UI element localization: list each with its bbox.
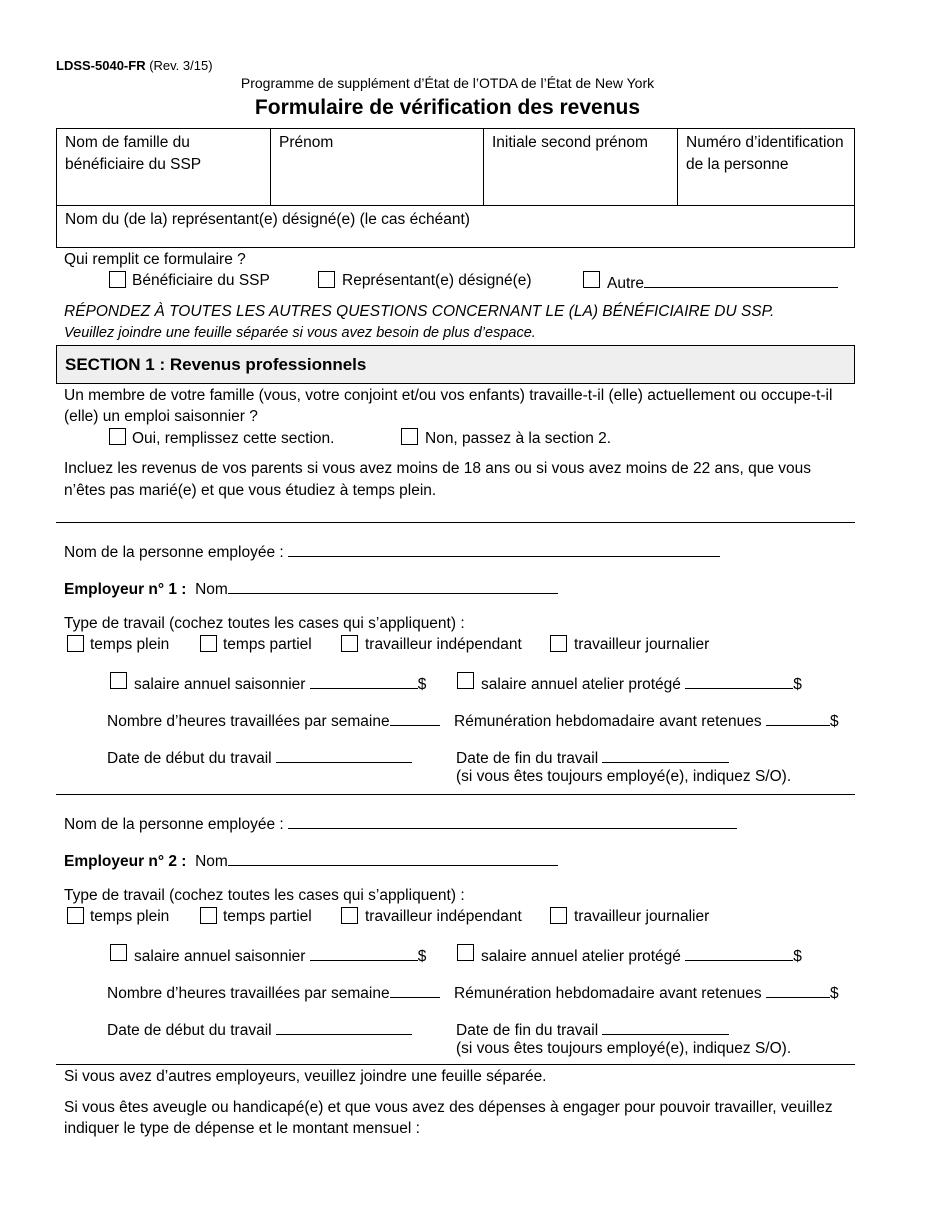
part-time-checkbox-2[interactable] [200, 907, 217, 924]
seasonal-checkbox-1[interactable] [110, 672, 127, 689]
no-checkbox[interactable] [401, 428, 418, 445]
self-employed-checkbox-2[interactable] [341, 907, 358, 924]
work-type-label-2: Type de travail (cochez toutes les cases qui s’appliquent) : [64, 887, 465, 904]
end-date-row-2 [456, 1019, 729, 1040]
end-date-label-1: Date de fin du travail [456, 750, 599, 767]
end-date-input-1[interactable] [602, 747, 729, 763]
middle-initial-label: Initiale second prénom [492, 134, 648, 151]
section1-question-l2: (elle) un emploi saisonnier ? [64, 408, 258, 425]
person-id-field[interactable] [677, 128, 855, 206]
end-date-input-2[interactable] [602, 1019, 729, 1035]
part-time-checkbox-1[interactable] [200, 635, 217, 652]
employer2-name-row [64, 850, 558, 871]
last-name-label: Nom de famille du bénéficiaire du SSP [65, 134, 202, 173]
seasonal-row-1 [134, 673, 426, 694]
section1-note-l1: Incluez les revenus de vos parents si vous avez moins de 18 ans ou si vous avez moins de 22 ans, que vous [64, 460, 812, 477]
seasonal-input-1[interactable] [310, 673, 418, 689]
end-date-note-2: (si vous êtes toujours employé(e), indiquez S/O). [456, 1040, 792, 1057]
part-time-label-1: temps partiel [223, 636, 312, 653]
full-time-label-1: temps plein [90, 636, 170, 653]
seasonal-label-1: salaire annuel saisonnier [134, 676, 306, 693]
start-date-row-1 [107, 747, 412, 768]
program-name: Programme de supplément d’État de l’OTDA de l’État de New York [240, 75, 655, 91]
other-line[interactable] [644, 272, 838, 288]
employer2-name-input[interactable] [228, 850, 558, 866]
employer2-label: Employeur n° 2 : [64, 853, 187, 870]
employer1-name-input[interactable] [228, 578, 558, 594]
beneficiary-checkbox[interactable] [109, 271, 126, 288]
representative-field[interactable] [56, 205, 855, 248]
form-id: LDSS-5040-FR [56, 58, 146, 73]
seasonal-currency-2: $ [417, 948, 427, 965]
person-id-label: Numéro d’identification de la personne [686, 134, 844, 173]
weekly-pay-row-1 [454, 710, 839, 731]
employee-name-label-2: Nom de la personne employée : [64, 816, 284, 833]
day-worker-label-1: travailleur journalier [574, 636, 710, 653]
representative-label: Nom du (de la) représentant(e) désigné(e) (le cas échéant) [65, 211, 470, 228]
sheltered-row-1 [481, 673, 802, 694]
employee-name-1 [64, 541, 720, 562]
seasonal-input-2[interactable] [310, 945, 418, 961]
other-option-label: Autre [607, 275, 645, 292]
weekly-pay-currency-1: $ [829, 713, 839, 730]
weekly-pay-input-2[interactable] [766, 982, 830, 998]
employee-name-input-2[interactable] [288, 813, 737, 829]
start-date-label-1: Date de début du travail [107, 750, 272, 767]
seasonal-checkbox-2[interactable] [110, 944, 127, 961]
representative-option-label: Représentant(e) désigné(e) [342, 272, 532, 289]
seasonal-label-2: salaire annuel saisonnier [134, 948, 306, 965]
divider-employer2 [56, 794, 855, 795]
day-worker-checkbox-2[interactable] [550, 907, 567, 924]
section1-question-l1: Un membre de votre famille (vous, votre conjoint et/ou vos enfants) travaille-t-il (elle) actuellement ou occupe-t-il [64, 387, 833, 404]
sheltered-label-2: salaire annuel atelier protégé [481, 948, 681, 965]
divider-employer1 [56, 522, 855, 523]
hours-input-1[interactable] [390, 710, 440, 726]
start-date-input-1[interactable] [276, 747, 412, 763]
hours-label-1: Nombre d’heures travaillées par semaine [107, 713, 390, 730]
start-date-label-2: Date de début du travail [107, 1022, 272, 1039]
sheltered-input-1[interactable] [685, 673, 793, 689]
blind-expenses-l2: indiquer le type de dépense et le montant mensuel : [64, 1120, 420, 1137]
sheltered-input-2[interactable] [685, 945, 793, 961]
employer-name-label-2: Nom [195, 853, 228, 870]
no-label: Non, passez à la section 2. [425, 430, 612, 447]
employer-name-label: Nom [195, 581, 228, 598]
full-time-checkbox-2[interactable] [67, 907, 84, 924]
full-time-checkbox-1[interactable] [67, 635, 84, 652]
full-time-label-2: temps plein [90, 908, 170, 925]
sheltered-label-1: salaire annuel atelier protégé [481, 676, 681, 693]
hours-row-1 [107, 710, 440, 731]
hours-input-2[interactable] [390, 982, 440, 998]
form-revision: (Rev. 3/15) [149, 58, 213, 73]
representative-checkbox[interactable] [318, 271, 335, 288]
day-worker-label-2: travailleur journalier [574, 908, 710, 925]
employer1-name-row [64, 578, 558, 599]
last-name-field[interactable] [56, 128, 271, 206]
sheltered-row-2 [481, 945, 802, 966]
other-employers-note: Si vous avez d’autres employeurs, veuillez joindre une feuille séparée. [64, 1068, 547, 1085]
page-title: Formulaire de vérification des revenus [254, 96, 641, 119]
seasonal-row-2 [134, 945, 426, 966]
section1-note-l2: n’êtes pas marié(e) et que vous étudiez à temps plein. [64, 482, 437, 499]
end-date-label-2: Date de fin du travail [456, 1022, 599, 1039]
start-date-row-2 [107, 1019, 412, 1040]
weekly-pay-input-1[interactable] [766, 710, 830, 726]
day-worker-checkbox-1[interactable] [550, 635, 567, 652]
weekly-pay-currency-2: $ [829, 985, 839, 1002]
section1-title: SECTION 1 : Revenus professionnels [65, 355, 367, 374]
hours-row-2 [107, 982, 440, 1003]
divider-footer [56, 1064, 855, 1065]
middle-initial-field[interactable] [483, 128, 678, 206]
section1-header [56, 345, 855, 384]
sheltered-currency-2: $ [793, 948, 802, 965]
seasonal-currency-1: $ [417, 676, 427, 693]
part-time-label-2: temps partiel [223, 908, 312, 925]
sheltered-checkbox-1[interactable] [457, 672, 474, 689]
self-employed-label-2: travailleur indépendant [365, 908, 522, 925]
self-employed-label-1: travailleur indépendant [365, 636, 522, 653]
sheltered-currency-1: $ [793, 676, 802, 693]
weekly-pay-label-2: Rémunération hebdomadaire avant retenues [454, 985, 762, 1002]
yes-checkbox[interactable] [109, 428, 126, 445]
instruction-line1: RÉPONDEZ À TOUTES LES AUTRES QUESTIONS CONCERNANT LE (LA) BÉNÉFICIAIRE DU SSP. [64, 303, 775, 320]
end-date-note-1: (si vous êtes toujours employé(e), indiquez S/O). [456, 768, 792, 785]
blind-expenses-l1: Si vous êtes aveugle ou handicapé(e) et que vous avez des dépenses à engager pour pouvoir travailler, veuillez [64, 1099, 833, 1116]
weekly-pay-label-1: Rémunération hebdomadaire avant retenues [454, 713, 762, 730]
work-type-label-1: Type de travail (cochez toutes les cases qui s’appliquent) : [64, 615, 465, 632]
other-option [607, 272, 838, 293]
employee-name-label: Nom de la personne employée : [64, 544, 284, 561]
form-id-line [56, 58, 213, 73]
end-date-row-1 [456, 747, 729, 768]
employee-name-2 [64, 813, 737, 834]
hours-label-2: Nombre d’heures travaillées par semaine [107, 985, 390, 1002]
weekly-pay-row-2 [454, 982, 839, 1003]
employer1-label: Employeur n° 1 : [64, 581, 187, 598]
first-name-label: Prénom [279, 134, 334, 151]
who-fills-question: Qui remplit ce formulaire ? [64, 251, 246, 268]
employee-name-input-1[interactable] [288, 541, 720, 557]
start-date-input-2[interactable] [276, 1019, 412, 1035]
beneficiary-label: Bénéficiaire du SSP [132, 272, 270, 289]
first-name-field[interactable] [270, 128, 484, 206]
instruction-line2: Veuillez joindre une feuille séparée si vous avez besoin de plus d’espace. [64, 325, 536, 341]
sheltered-checkbox-2[interactable] [457, 944, 474, 961]
self-employed-checkbox-1[interactable] [341, 635, 358, 652]
other-checkbox[interactable] [583, 271, 600, 288]
yes-label: Oui, remplissez cette section. [132, 430, 335, 447]
